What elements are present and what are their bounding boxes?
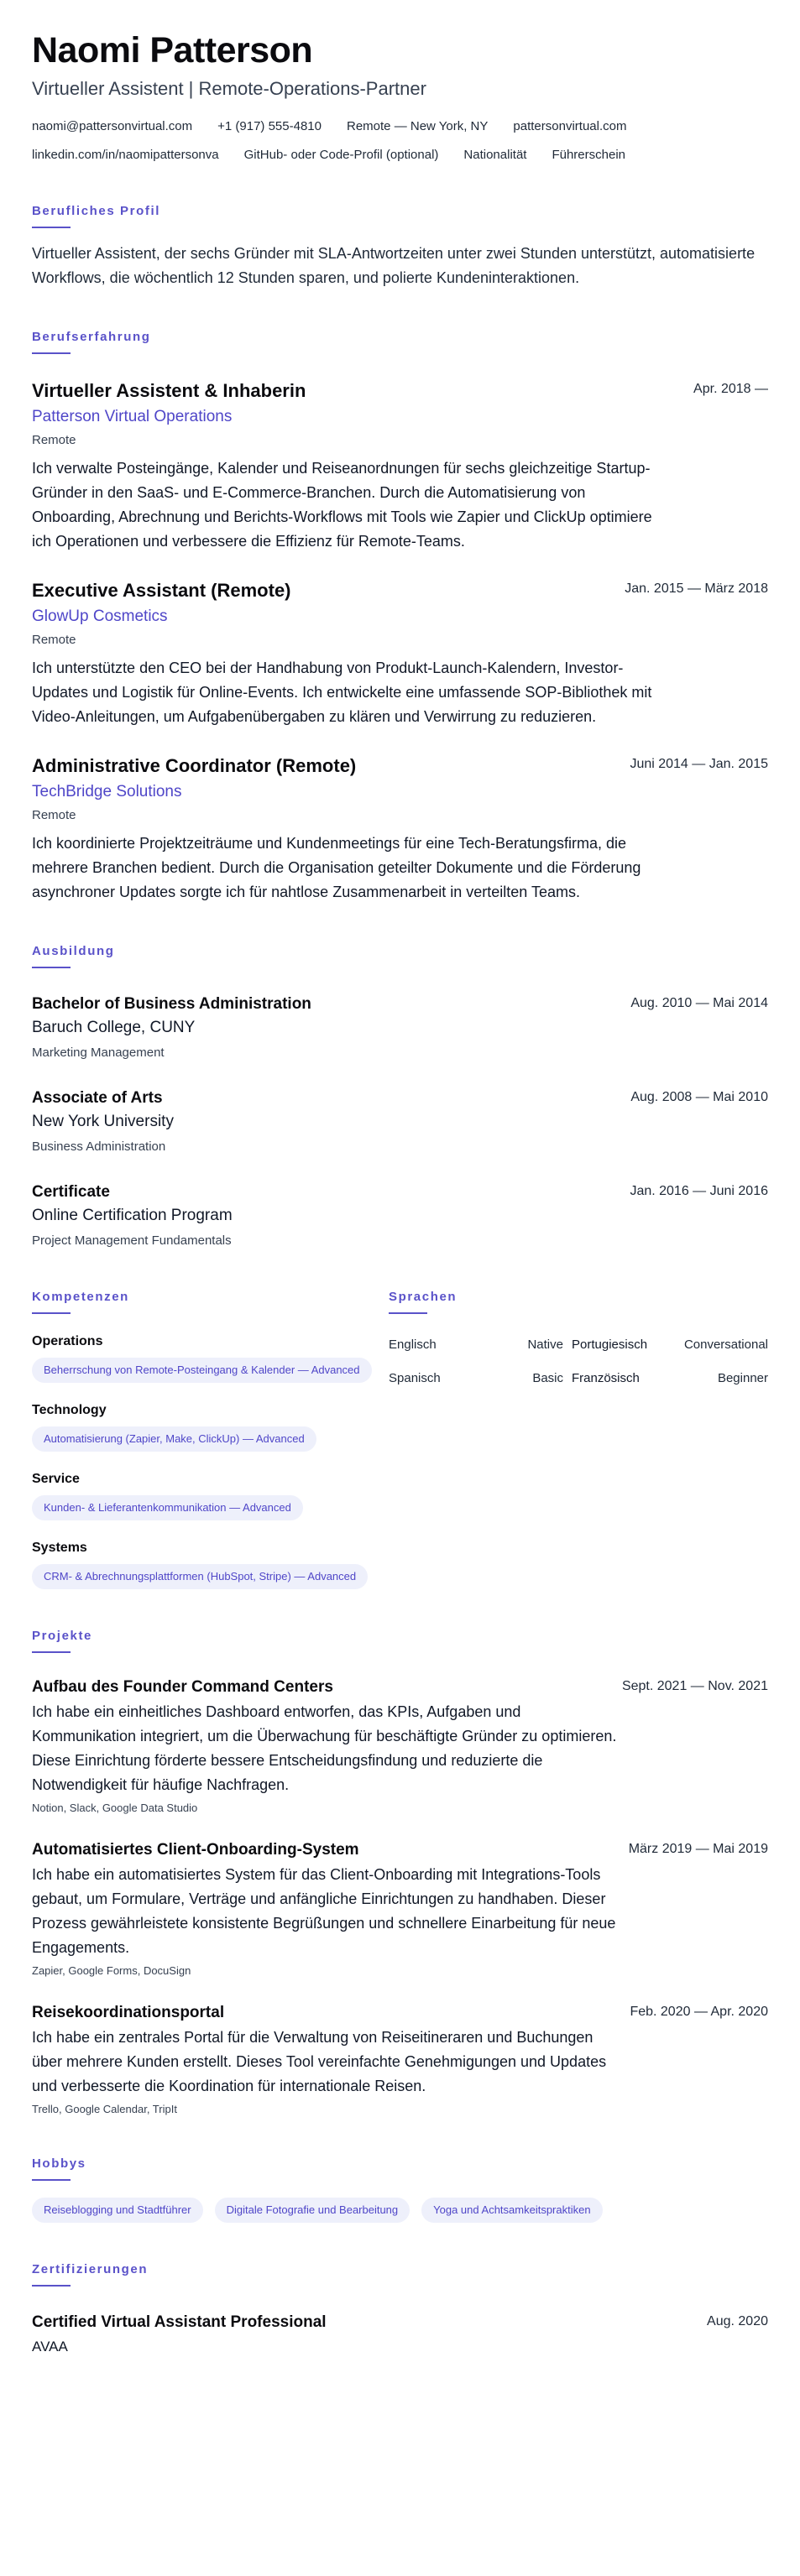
project-description: Ich habe ein zentrales Portal für die Verwaltung von Reiseitineraren und Buchungen über mehrere Kunden erstellt. Dieses Tool vereinfachte Genehmigungen und Updates und verbesserte die Koordination für internationale Reisen.	[32, 2029, 607, 2094]
job-dates: Juni 2014 — Jan. 2015	[630, 757, 768, 771]
skill-chip: Kunden- & Lieferantenkommunikation — Advanced	[32, 1495, 303, 1520]
job-entry	[32, 579, 768, 729]
job-dates: Jan. 2015 — März 2018	[625, 581, 768, 596]
project-tools: Zapier, Google Forms, DocuSign	[32, 1964, 191, 1977]
contact-list	[32, 117, 768, 164]
language-row	[389, 1369, 768, 1388]
language-name: Englisch	[389, 1338, 437, 1352]
skill-category: Service	[32, 1472, 80, 1486]
candidate-name: Naomi Patterson	[32, 30, 313, 70]
language-level: Beginner	[717, 1371, 768, 1385]
skill-group	[32, 1332, 389, 1383]
contact-phone[interactable]: +1 (917) 555-4810	[217, 119, 322, 133]
job-entry	[32, 379, 768, 554]
project-title: Reisekoordinationsportal	[32, 2004, 225, 2021]
skill-category: Operations	[32, 1334, 103, 1348]
section-title: Ausbildung	[32, 944, 115, 958]
education-dates: Aug. 2008 — Mai 2010	[630, 1090, 768, 1104]
job-entry	[32, 754, 768, 905]
section-divider	[32, 967, 71, 968]
experience-section	[32, 329, 768, 905]
language-level: Conversational	[683, 1338, 768, 1352]
hobbies-section	[32, 2156, 768, 2223]
contact-license: Führerschein	[552, 148, 625, 162]
skills-languages-row	[32, 1289, 768, 1589]
project-dates: Feb. 2020 — Apr. 2020	[630, 2005, 768, 2019]
education-degree: Associate of Arts	[32, 1089, 163, 1107]
section-divider	[389, 1312, 427, 1314]
project-entry	[32, 1676, 768, 1816]
education-dates: Aug. 2010 — Mai 2014	[630, 996, 768, 1010]
candidate-headline: Virtueller Assistent | Remote-Operations-Partner	[32, 78, 426, 99]
section-divider	[32, 2285, 71, 2287]
project-description: Ich habe ein automatisiertes System für das Client-Onboarding mit Integrations-Tools gebaut, um Formulare, Verträge und anfängliche Einrichtungen zu handhaben. Dieser Prozess gewährleistete konsistente Begrüßungen und schnellere Einarbeitung für neue Engagements.	[32, 1866, 616, 1956]
education-entry	[32, 993, 768, 1062]
contact-nationality: Nationalität	[463, 148, 527, 162]
certification-title: Certified Virtual Assistant Professional	[32, 2313, 327, 2331]
skill-group	[32, 1539, 389, 1589]
skill-chip: Automatisierung (Zapier, Make, ClickUp) — Advanced	[32, 1426, 316, 1452]
section-title: Hobbys	[32, 2156, 86, 2171]
education-section	[32, 943, 768, 1250]
job-dates: Apr. 2018 —	[693, 382, 768, 396]
section-title: Projekte	[32, 1629, 92, 1643]
summary-text: Virtueller Assistent, der sechs Gründer mit SLA-Antwortzeiten unter zwei Stunden unterstützt, automatisierte Workflows, die wöchentlich 12 Stunden sparen, und polierte Kundeninteraktionen.	[32, 245, 756, 286]
section-title: Kompetenzen	[32, 1290, 129, 1304]
skill-group	[32, 1401, 389, 1452]
hobby-list	[32, 2198, 768, 2223]
skill-category: Technology	[32, 1403, 107, 1417]
education-entry	[32, 1087, 768, 1156]
job-description: Ich unterstützte den CEO bei der Handhabung von Produkt-Launch-Kalendern, Investor-Updates und Logistik für Online-Events. Ich entwickelte eine umfassende SOP-Bibliothek mit Video-Anleitungen, um Aufgabenübergaben zu klären und Verwirrung zu reduzieren.	[32, 660, 652, 725]
certification-org: AVAA	[32, 2339, 68, 2354]
contact-github[interactable]: GitHub- oder Code-Profil (optional)	[243, 148, 439, 162]
education-school: Online Certification Program	[32, 1207, 233, 1224]
certification-entry	[32, 2312, 768, 2357]
hobby-chip: Reiseblogging und Stadtführer	[32, 2198, 203, 2223]
project-entry	[32, 1839, 768, 1979]
job-title: Executive Assistant (Remote)	[32, 580, 291, 601]
education-field: Project Management Fundamentals	[32, 1233, 232, 1248]
skill-chip: CRM- & Abrechnungsplattformen (HubSpot, Stripe) — Advanced	[32, 1564, 368, 1589]
education-field: Business Administration	[32, 1139, 166, 1154]
language-name: Französisch	[572, 1371, 640, 1385]
contact-linkedin[interactable]: linkedin.com/in/naomipattersonva	[32, 148, 219, 162]
resume-header	[32, 29, 768, 164]
contact-email[interactable]: naomi@pattersonvirtual.com	[32, 119, 193, 133]
skill-chip: Beherrschung von Remote-Posteingang & Kalender — Advanced	[32, 1358, 372, 1383]
projects-section	[32, 1628, 768, 2117]
hobby-chip: Digitale Fotografie und Bearbeitung	[215, 2198, 410, 2223]
section-divider	[32, 227, 71, 228]
hobby-chip: Yoga und Achtsamkeitspraktiken	[421, 2198, 602, 2223]
contact-website[interactable]: pattersonvirtual.com	[513, 119, 627, 133]
education-school: Baruch College, CUNY	[32, 1019, 196, 1036]
section-title: Sprachen	[389, 1290, 458, 1304]
education-field: Marketing Management	[32, 1046, 165, 1060]
language-name: Portugiesisch	[572, 1338, 648, 1352]
job-company: GlowUp Cosmetics	[32, 607, 168, 625]
skills-section	[32, 1289, 389, 1589]
education-school: New York University	[32, 1113, 174, 1130]
project-dates: März 2019 — Mai 2019	[628, 1842, 768, 1856]
job-description: Ich koordinierte Projektzeiträume und Kundenmeetings für eine Tech-Beratungsfirma, die mehrere Branchen bedient. Durch die Organisation geteilter Dokumente und die Förderung asynchroner Updates sorgte ich für nahtlose Zusammenarbeit in verteilten Teams.	[32, 835, 641, 900]
job-company: TechBridge Solutions	[32, 783, 182, 800]
project-entry	[32, 2002, 768, 2117]
project-dates: Sept. 2021 — Nov. 2021	[621, 1679, 768, 1693]
summary-section	[32, 203, 768, 290]
section-divider	[32, 1651, 71, 1653]
section-title: Zertifizierungen	[32, 2262, 149, 2276]
skill-group	[32, 1470, 389, 1520]
job-title: Administrative Coordinator (Remote)	[32, 755, 357, 776]
education-degree: Bachelor of Business Administration	[32, 995, 311, 1013]
job-location: Remote	[32, 433, 76, 447]
job-title: Virtueller Assistent & Inhaberin	[32, 380, 306, 401]
certification-date: Aug. 2020	[707, 2314, 768, 2328]
project-title: Aufbau des Founder Command Centers	[32, 1678, 333, 1696]
project-description: Ich habe ein einheitliches Dashboard entworfen, das KPIs, Aufgaben und Kommunikation integriert, um die Überwachung für beschäftigte Gründer zu optimieren. Diese Einrichtung förderte bessere Entscheidungsfindung und reduzierte die Notwendigkeit für häufige Nachfragen.	[32, 1703, 617, 1793]
education-degree: Certificate	[32, 1183, 110, 1201]
section-divider	[32, 2179, 71, 2181]
project-tools: Trello, Google Calendar, TripIt	[32, 2103, 177, 2115]
project-title: Automatisiertes Client-Onboarding-System	[32, 1841, 359, 1859]
language-list	[389, 1336, 768, 1388]
job-description: Ich verwalte Posteingänge, Kalender und Reiseanordnungen für sechs gleichzeitige Startup-Gründer in den SaaS- und E-Commerce-Branchen. Durch die Automatisierung von Onboarding, Abrechnung und Berichts-Workflows mit Tools wie Zapier und ClickUp optimiere ich Operationen und verbessere die Effizienz für Remote-Teams.	[32, 460, 652, 550]
section-title: Berufliches Profil	[32, 204, 160, 218]
language-level: Basic	[532, 1371, 563, 1385]
language-name: Spanisch	[389, 1371, 441, 1385]
certifications-section	[32, 2261, 768, 2357]
languages-section	[389, 1289, 768, 1589]
job-company: Patterson Virtual Operations	[32, 408, 233, 425]
skill-category: Systems	[32, 1541, 87, 1555]
education-dates: Jan. 2016 — Juni 2016	[630, 1184, 768, 1198]
language-row	[389, 1336, 768, 1354]
job-location: Remote	[32, 633, 76, 647]
language-level: Native	[527, 1338, 563, 1352]
section-divider	[32, 1312, 71, 1314]
job-location: Remote	[32, 808, 76, 822]
project-tools: Notion, Slack, Google Data Studio	[32, 1802, 198, 1814]
section-divider	[32, 352, 71, 354]
contact-location: Remote — New York, NY	[347, 119, 489, 133]
education-entry	[32, 1181, 768, 1250]
section-title: Berufserfahrung	[32, 330, 151, 344]
